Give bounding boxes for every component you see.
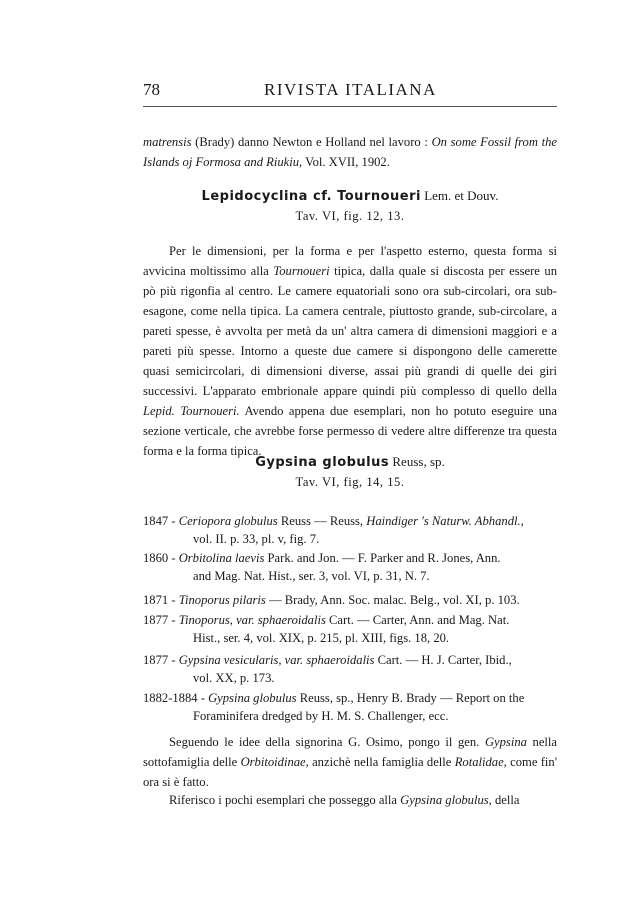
running-title: RIVISTA ITALIANA (264, 80, 437, 99)
para2-genus: Gypsina (484, 735, 527, 749)
para1-text-c: Avendo appena due esemplari, non ho potuto eseguire una sezione verticale, che avrebbe forse permesso di vedere altre differenze tra questa forma e la forma tipica. (143, 404, 557, 458)
intro-work-title: On some Fossil from the Islands oj Formosa and Riukiu, (143, 135, 558, 169)
para3-text-a: Riferisco i pochi esemplari che posseggo alla (169, 793, 401, 807)
ref-citation-cont: Hist., ser. 4, vol. XIX, p. 215, pl. XIII, figs. 18, 20. (193, 631, 450, 645)
species2-author: Reuss, sp. (389, 454, 445, 469)
intro-paragraph (143, 132, 557, 172)
ref-citation-cont: vol. XX, p. 173. (193, 671, 275, 685)
reference-item (143, 591, 557, 609)
para2-family: Rotalidae, (454, 755, 507, 769)
header-rule (143, 106, 557, 107)
para2-text-b: nella sottofamiglia delle (143, 735, 558, 769)
ref-citation-cont: vol. II. p. 33, pl. v, fig. 7. (193, 532, 320, 546)
ref-species: Tinoporus, var. sphaeroidalis (178, 613, 326, 627)
para1-text-a: Per le dimensioni, per la forma e per l'aspetto esterno, questa forma si avvicina moltissimo alla (143, 244, 557, 278)
page-number: 78 (143, 80, 160, 99)
species2-plate: Tav. VI, fig, 14, 15. (295, 475, 405, 489)
para3-species: Gypsina globulus, (400, 793, 492, 807)
ref-citation: Cart. — Carter, Ann. and Mag. Nat. (325, 613, 510, 627)
intro-volume: Vol. XVII, 1902. (302, 155, 390, 169)
para1-text-b: tipica, dalla quale si discosta per essere un pò più rigonfia al centro. Le camere equatoriali sono ora sub-circolari, ora sub-esagone, come nella tipica. La camera centrale, piuttosto grande, sub-circolare, a pareti spesse, è avvolta per metà da un' altra camera di dimensioni maggiori e a pareti più spesse. Intorno a queste due camere si dispongono delle camerette quasi semicircolari, di dimensioni diverse, assai più grandi di quelle dei giri successivi. L'apparato embrionale appare quindi più complesso di quello della (143, 264, 558, 398)
para3-text-b: della (491, 793, 520, 807)
ref-year: 1860 - (143, 551, 179, 565)
reference-item (143, 689, 557, 725)
ref-citation: Park. and Jon. — F. Parker and R. Jones, Ann. (264, 551, 501, 565)
intro-species: matrensis (143, 135, 192, 149)
ref-year: 1877 - (143, 653, 179, 667)
ref-citation-cont: Foraminifera dredged by H. M. S. Challenger, ecc. (193, 709, 449, 723)
para2-text-d: come fin' ora si è fatto. (143, 755, 558, 789)
ref-year: 1847 - (143, 514, 179, 528)
paragraph-2 (143, 732, 557, 792)
paragraph-1 (143, 241, 557, 461)
reference-item (143, 611, 557, 647)
reference-item (143, 651, 557, 687)
ref-citation-cont: and Mag. Nat. Hist., ser. 3, vol. VI, p. 31, N. 7. (193, 569, 430, 583)
ref-citation: Cart. — H. J. Carter, Ibid., (374, 653, 512, 667)
ref-species: Gypsina globulus (208, 691, 297, 705)
ref-year: 1882-1884 - (143, 691, 209, 705)
paragraph-3 (143, 790, 557, 810)
ref-citation: Reuss — Reuss, (277, 514, 367, 528)
species1-author: Lem. et Douv. (420, 188, 499, 203)
para2-text-a: Seguendo le idee della signorina G. Osimo, pongo il gen. (169, 735, 485, 749)
reference-item (143, 549, 557, 585)
species2-name: Gypsina globulus (255, 455, 390, 470)
ref-species: Gypsina vesicularis, var. sphaeroidalis (178, 653, 375, 667)
ref-citation: Reuss, sp., Henry B. Brady — Report on the (296, 691, 525, 705)
ref-species: Tinoporus pilaris (178, 593, 266, 607)
ref-work: Haindiger 's Naturw. Abhandl., (366, 514, 524, 528)
reference-item (143, 512, 557, 548)
para2-subfamily: Orbitoidinae, (240, 755, 309, 769)
ref-citation: — Brady, Ann. Soc. malac. Belg., vol. XI, p. 103. (265, 593, 520, 607)
species1-plate: Tav. VI, fig. 12, 13. (295, 209, 405, 223)
ref-year: 1871 - (143, 593, 179, 607)
species2-heading (143, 454, 557, 470)
ref-species: Ceriopora globulus (178, 514, 278, 528)
para2-text-c: anzichè nella famiglia delle (308, 755, 455, 769)
ref-year: 1877 - (143, 613, 179, 627)
para1-species-2: Lepid. Tournoueri. (143, 404, 240, 418)
species1-heading (143, 188, 557, 204)
species1-name: Lepidocyclina cf. Tournoueri (201, 189, 421, 204)
ref-species: Orbitolina laevis (178, 551, 265, 565)
para1-species: Tournoueri (273, 264, 330, 278)
intro-text: (Brady) danno Newton e Holland nel lavoro : (191, 135, 432, 149)
